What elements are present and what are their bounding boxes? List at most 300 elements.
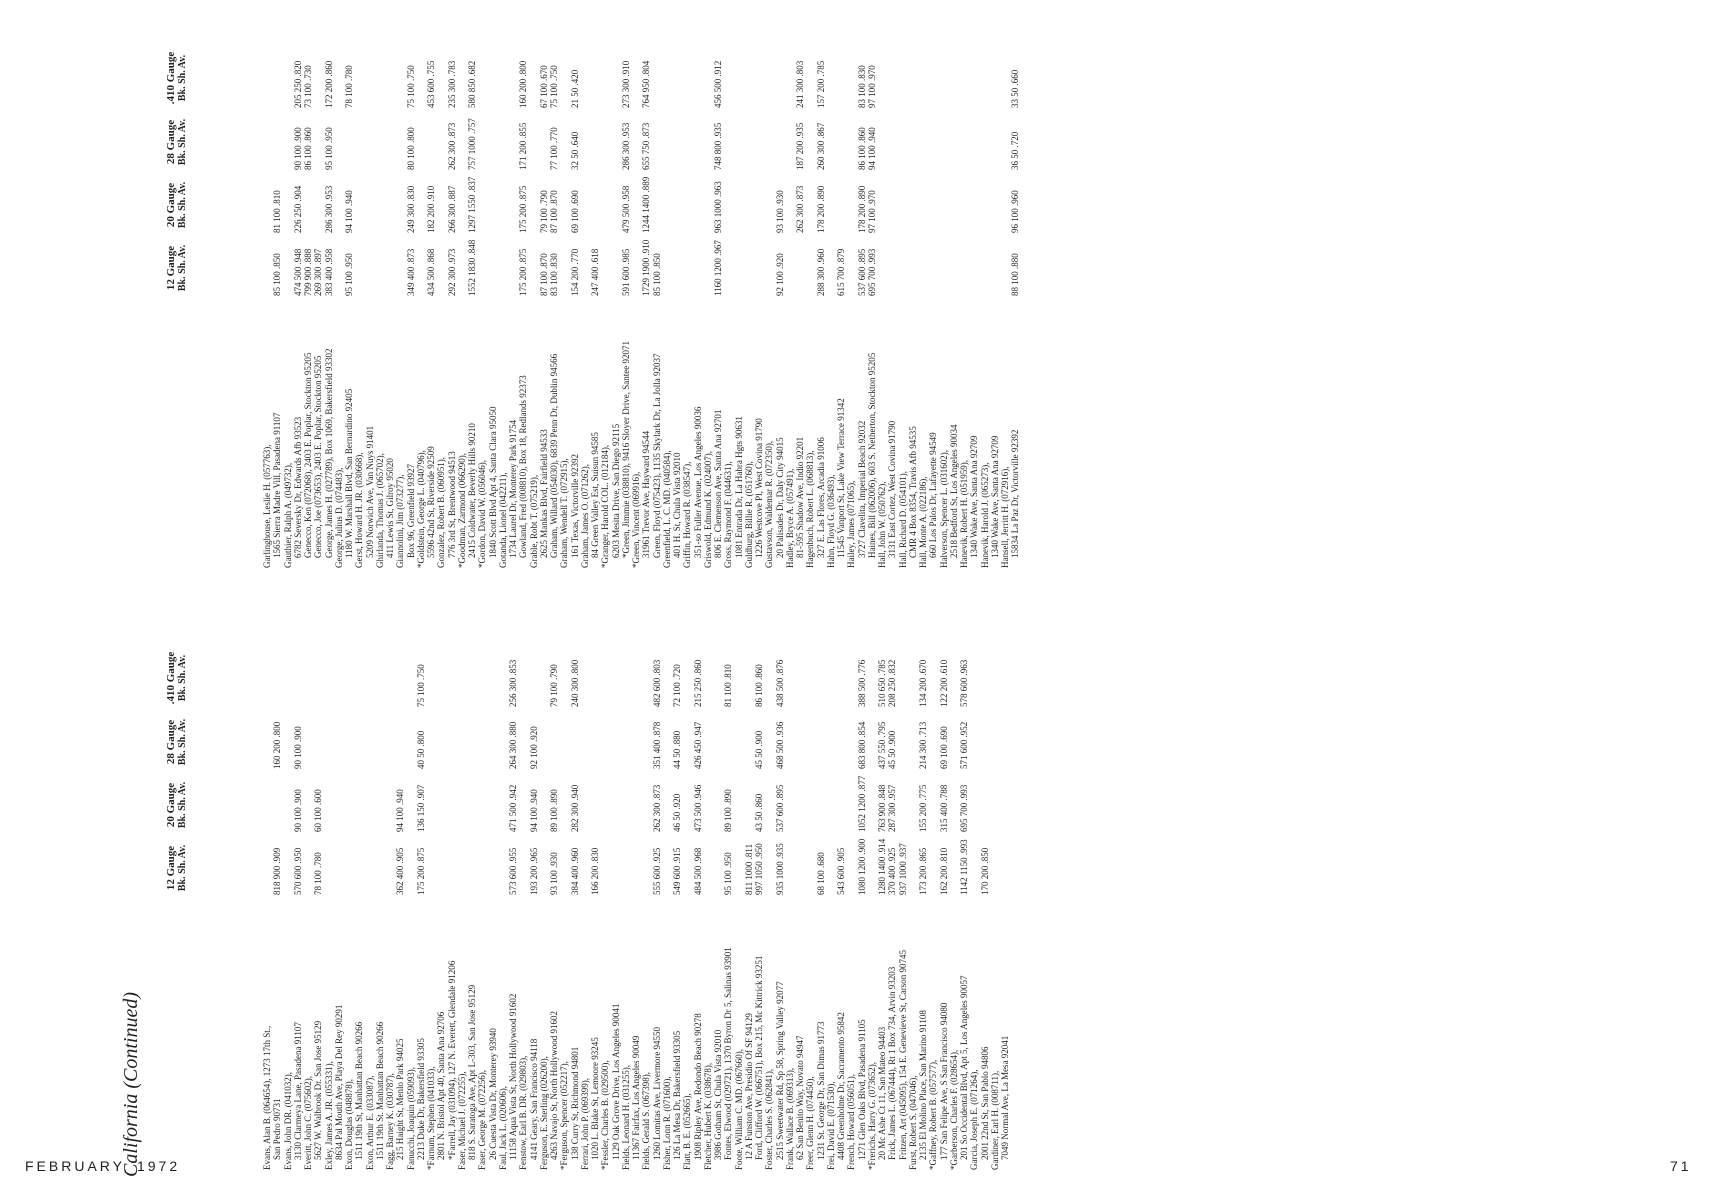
entry-name: 138 Curry St, Richmond 94801 — [569, 1046, 580, 1160]
entry-name: 1511 19th St, Manhattan Beach 90266 — [354, 1021, 365, 1160]
score-g20: 89 100 .890 — [549, 789, 559, 832]
table-row — [744, 0, 754, 568]
entry-name: 20 Palisades Dr, Daly City 94015 — [774, 437, 785, 558]
score-g20: 1297 1550 .837 — [467, 176, 477, 233]
entry-name: Hall, Richard D. (054101), — [897, 471, 908, 568]
entry-name: Fisher, Lonn R. (071600), — [661, 1076, 672, 1170]
score-g12: 997 1050 .950 — [754, 843, 764, 895]
entry-name: Griffin, Howard R. (038547), — [682, 461, 693, 568]
table-row — [303, 595, 313, 1170]
entry-name: 2625 Mankas Blvd, Fairfield 94533 — [538, 429, 549, 558]
header-410-label: .410 Gauge — [165, 651, 177, 705]
entry-name: 84 Green Valley Est, Suisun 94585 — [590, 432, 600, 558]
entry-name: Gowland, Fred (008810), Box 18, Redlands 92373 — [518, 375, 529, 558]
table-row — [631, 0, 641, 568]
score-g28: 351 400 .878 — [651, 721, 662, 769]
right-header-20 — [165, 175, 189, 235]
score-g410: 78 100 .780 — [344, 65, 354, 108]
table-row — [898, 0, 908, 568]
table-row — [457, 595, 467, 1170]
entry-name: Furst, Robert S. (047046), — [907, 1075, 918, 1170]
score-g28: 286 300 .953 — [620, 122, 631, 170]
entry-name: 1129 Oak Grove Drive, Los Angeles 90041 — [610, 1003, 621, 1160]
table-row — [395, 595, 405, 1170]
entry-name: Greenfield, L. C. MD. (040584), — [661, 450, 672, 568]
table-row — [334, 0, 344, 568]
table-row — [570, 0, 580, 568]
score-g28: 160 200 .800 — [272, 721, 283, 769]
table-row — [406, 0, 416, 568]
table-row — [344, 0, 354, 568]
entry-name: CMR 4 Box 8354, Travis Afb 94535 — [907, 426, 918, 558]
score-g410: 510 650 .785 — [877, 659, 887, 707]
table-row — [385, 595, 395, 1170]
entry-name: 1840 Scott Blvd Apt 4, Santa Clara 95050 — [487, 406, 498, 558]
entry-name: 1340 Wake Ave, Santa Ana 92709 — [989, 435, 1000, 558]
table-row — [447, 595, 457, 1170]
score-g12: 1142 1150 .993 — [959, 839, 969, 895]
score-g28: 92 100 .920 — [528, 726, 539, 769]
score-g12: 95 100 .950 — [723, 852, 734, 895]
entry-name: Fanucchi, Joaquin (059093), — [405, 1067, 416, 1170]
entry-name: Faser, George M. (072256), — [477, 1070, 488, 1170]
entry-name: Evans, John DR. (041032), — [282, 1072, 293, 1170]
table-row — [611, 0, 621, 568]
entry-name: 411 Lewis St, Gilroy 95020 — [385, 458, 395, 558]
score-g20: 94 100 .940 — [395, 789, 406, 832]
header-sub-label: Bk. Sh. Av. — [177, 54, 188, 102]
score-g410: 97 100 .970 — [866, 65, 877, 108]
header-sub-label: Bk. Sh. Av. — [177, 844, 188, 892]
score-g20: 43 50 .860 — [754, 793, 764, 832]
score-g12: 370 400 .925 — [887, 847, 898, 895]
entry-name: 11367 Fairfax, Los Angeles 90049 — [631, 1035, 641, 1160]
table-row — [334, 595, 344, 1170]
score-g12: 695 700 .993 — [866, 248, 877, 296]
table-row — [918, 595, 928, 1170]
table-row — [365, 0, 375, 568]
entry-name: 1226 Westcove Pl, West Covina 91790 — [754, 418, 764, 558]
score-g12: 1080 1200 .900 — [856, 838, 867, 895]
entry-name: Gustavson, Waldemar R. (072350), — [764, 440, 775, 568]
entry-name: Exon, Arthur E. (033087), — [364, 1075, 375, 1170]
entry-name: 6203 Mesita Drive, San Diego 92115 — [610, 423, 621, 558]
score-g20: 81 100 .810 — [272, 190, 283, 233]
score-g410: 160 200 .800 — [518, 60, 529, 108]
table-row — [949, 595, 959, 1170]
entry-name: Foote, William C. MD. (067660), — [733, 1049, 744, 1170]
entry-name: *Gaffney, Robert B. (057577), — [928, 1059, 939, 1170]
score-g20: 262 300 .873 — [795, 185, 805, 233]
table-row — [518, 595, 528, 1170]
score-g12: 88 100 .880 — [1010, 253, 1021, 296]
table-row — [898, 595, 908, 1170]
entry-name: Ford, Clifford W. (066751), Box 215, Mc Kittrick 93251 — [754, 955, 764, 1160]
table-row — [354, 0, 364, 568]
entry-name: Hadley, Bryce A. (057491), — [784, 468, 795, 568]
entry-name: French, Howard (056051), — [846, 1074, 857, 1170]
score-g28: 171 200 .855 — [518, 122, 529, 170]
score-g410: 122 200 .610 — [938, 659, 949, 707]
score-g20: 249 300 .830 — [405, 185, 416, 233]
table-row — [703, 595, 713, 1170]
score-g28: 187 200 .935 — [795, 122, 805, 170]
header-28-label: 28 Gauge — [165, 119, 177, 165]
table-row — [723, 595, 733, 1170]
entry-name: 327 E. Las Flores, Arcadia 91006 — [815, 437, 826, 558]
table-row — [785, 595, 795, 1170]
score-g12: 434 500 .868 — [426, 248, 436, 296]
score-g12: 811 1000 .811 — [743, 843, 754, 895]
entry-name: Exon, Douglas (048878), — [344, 1079, 354, 1170]
score-g20: 89 100 .890 — [723, 789, 734, 832]
score-g12: 1552 1830 .848 — [467, 239, 477, 296]
entry-name: 2518 Bedford St, Los Angeles 90034 — [948, 424, 959, 558]
entry-name: Grable, Robt T. (075219), — [528, 474, 539, 568]
score-g20: 96 100 .960 — [1010, 190, 1021, 233]
table-row — [744, 595, 754, 1170]
table-row — [580, 595, 590, 1170]
score-g28: 683 800 .854 — [856, 721, 867, 769]
entry-name: Flatt, B. E. (052665), — [682, 1093, 693, 1170]
entry-name: Hagenbuch, Robert L. (068813), — [805, 450, 816, 568]
entry-name: Garcia, Joseph E. (071264), — [969, 1069, 980, 1170]
score-g20: 136 150 .907 — [415, 784, 426, 832]
table-row — [775, 595, 785, 1170]
entry-name: George, Julius D. (074483), — [333, 467, 344, 568]
table-row — [826, 0, 836, 568]
score-g20: 178 200 .890 — [815, 185, 826, 233]
table-row — [426, 595, 436, 1170]
entry-name: 20 Mc Ashe Ct 11, San Mateo 94403 — [877, 1026, 887, 1160]
table-row — [857, 595, 867, 1170]
score-g12: 549 600 .915 — [672, 847, 682, 895]
score-g20: 763 900 .848 — [877, 784, 887, 832]
right-entries — [262, 0, 1021, 568]
entry-name: 1081 Entrada Dr, La Habra Hgts 90631 — [733, 416, 744, 558]
entry-name: Fritzen, Art (045095), 154 E. Genevieve St, Carson 90745 — [897, 950, 908, 1160]
table-row — [262, 0, 272, 568]
score-g12: 292 300 .973 — [446, 248, 457, 296]
entry-name: 8634 Pal Mouth Ave, Playa Del Rey 90291 — [333, 1004, 344, 1160]
score-g28: 264 300 .880 — [508, 721, 518, 769]
score-g28: 45 50 .900 — [887, 730, 898, 769]
entry-name: 177 San Felipe Ave, S San Francisco 94080 — [938, 1002, 949, 1160]
entry-name: Giannolini, Jim (073277), — [395, 474, 406, 568]
table-row — [467, 0, 477, 568]
table-row — [416, 0, 426, 568]
table-row — [805, 595, 815, 1170]
entry-name: 161 Texas, Victorville 92392 — [569, 454, 580, 558]
score-g28: 95 100 .950 — [323, 127, 334, 170]
entry-name: Hall, Monte A. (022186), — [918, 476, 928, 568]
table-row — [477, 0, 487, 568]
score-g12: 162 200 .810 — [938, 847, 949, 895]
entry-name: *Gordon, David W. (056046), — [477, 460, 488, 568]
score-g12: 1280 1400 .914 — [877, 838, 887, 895]
table-row — [877, 0, 887, 568]
score-g20: 1052 1200 .877 — [856, 775, 867, 832]
entry-name: 818 S. Saratoga Ave, Apt L-303, San Jose 95129 — [467, 984, 477, 1160]
table-row — [928, 595, 938, 1170]
score-g20: 282 300 .940 — [569, 784, 580, 832]
entry-name: 7049 Normal Ave, La Mesa 92041 — [1000, 1035, 1010, 1160]
entry-name: *Ferguson, Spencer (052217), — [559, 1061, 570, 1170]
table-row — [959, 0, 969, 568]
table-row — [508, 0, 518, 568]
score-g28: 262 300 .873 — [446, 122, 457, 170]
table-row — [1000, 595, 1010, 1170]
table-row — [887, 595, 897, 1170]
score-g20: 97 100 .970 — [866, 190, 877, 233]
table-row — [713, 0, 723, 568]
score-g410: 83 100 .830 — [856, 65, 867, 108]
table-row — [703, 0, 713, 568]
entry-name: 215 Haight St, Menlo Park 94025 — [395, 1038, 406, 1160]
score-g12: 173 200 .865 — [918, 847, 928, 895]
issue-date: FEBRUARY, 1972 — [25, 1158, 181, 1174]
table-row — [816, 595, 826, 1170]
entry-name: 4263 Navajo St, North Hollywood 91602 — [549, 1011, 559, 1160]
entry-name: 31961 Trevor Ave, Hayward 94544 — [641, 430, 652, 558]
score-g28: 80 100 .800 — [405, 127, 416, 170]
entry-name: Faul, Jack L. (020606), — [497, 1086, 508, 1170]
table-row — [293, 0, 303, 568]
table-row — [734, 0, 744, 568]
table-row — [867, 595, 877, 1170]
score-g20: 262 300 .873 — [651, 784, 662, 832]
entry-name: Hanevik, Robert H. (051959), — [959, 460, 969, 568]
entry-name: 5596 42nd St, Riverside 92509 — [426, 446, 436, 558]
score-g410: 75 100 .750 — [415, 664, 426, 707]
table-row — [549, 0, 559, 568]
score-g28: 571 600 .952 — [959, 721, 969, 769]
entry-name: 5627 W. Walbrook Dr. San Jose 95129 — [313, 1020, 324, 1160]
table-row — [857, 0, 867, 568]
table-row — [508, 595, 518, 1170]
score-g12: 570 600 .950 — [292, 847, 303, 895]
table-row — [600, 0, 610, 568]
entry-name: *Goldstein, George L. (040796), — [415, 450, 426, 568]
score-g20: 473 500 .946 — [692, 784, 703, 832]
entry-name: Graham, Wendell T. (072915), — [559, 458, 570, 568]
entry-name: Green, Floyd (075423), 1135 Skylark Dr, La Jolla 92037 — [651, 353, 662, 558]
score-g410: 81 100 .810 — [723, 664, 734, 707]
entry-name: 1020 L. Blake St, Lemoore 93245 — [590, 1037, 600, 1160]
entry-name: 660 Los Palos Dr, Lafayette 94549 — [928, 432, 939, 558]
table-row — [652, 0, 662, 568]
table-row — [672, 595, 682, 1170]
table-row — [324, 595, 334, 1170]
score-g28: 468 500 .936 — [774, 721, 785, 769]
entry-name: 62 San Benito Way, Novato 94947 — [795, 1035, 805, 1160]
table-row — [467, 595, 477, 1170]
score-g410: 75 100 .750 — [405, 65, 416, 108]
entry-name: Gauthier, Ralph A. (049732), — [282, 462, 293, 568]
table-row — [816, 0, 826, 568]
table-row — [313, 0, 323, 568]
score-g410: 241 300 .803 — [795, 60, 805, 108]
entry-name: Fontes, Elwood (029721), 1370 Byron Dr 5, Salinas 93901 — [723, 947, 734, 1160]
score-g12: 1729 1900 .910 — [641, 239, 652, 296]
table-row — [436, 595, 446, 1170]
score-g410: 388 500 .776 — [856, 659, 867, 707]
entry-name: *Farrell, Jay (031094), 127 N. Everett, Glendale 91206 — [446, 960, 457, 1160]
score-g20: 286 300 .953 — [323, 185, 334, 233]
header-sub-label: Bk. Sh. Av. — [177, 718, 188, 766]
score-g12: 484 500 .968 — [692, 847, 703, 895]
table-row — [652, 595, 662, 1170]
table-row — [354, 595, 364, 1170]
score-g410: 240 300 .800 — [569, 659, 580, 707]
entry-name: Faser, Michael J. (072255), — [456, 1071, 467, 1170]
table-row — [1010, 0, 1020, 568]
score-g12: 92 100 .920 — [774, 253, 785, 296]
table-row — [969, 0, 979, 568]
score-g12: 85 100 .850 — [272, 253, 283, 296]
score-g12: 175 200 .875 — [415, 847, 426, 895]
entry-name: *Green, Vincent (069916), — [631, 471, 641, 568]
table-row — [990, 0, 1000, 568]
score-g410: 86 100 .860 — [754, 664, 764, 707]
right-header-410 — [165, 46, 189, 110]
table-row — [590, 0, 600, 568]
entry-name: George, James H. (027789), Box 1069, Bakersfield 93302 — [323, 348, 334, 558]
entry-name: 126 La Mesa Dr, Bakersfield 93305 — [672, 1030, 682, 1160]
entry-name: 2415 Coldwater, Beverly Hills 90210 — [467, 423, 477, 558]
score-g12: 799 900 .888 — [303, 248, 313, 296]
entry-name: Fagg, Barney K. (030787), — [385, 1073, 395, 1170]
table-row — [713, 595, 723, 1170]
page-number: 71 — [1670, 1158, 1692, 1174]
score-g12: 87 100 .870 — [538, 253, 549, 296]
score-g28: 90 100 .900 — [292, 127, 303, 170]
score-g28: 69 100 .690 — [938, 726, 949, 769]
table-row — [682, 595, 692, 1170]
score-g12: 383 400 .958 — [323, 248, 334, 296]
table-row — [518, 0, 528, 568]
entry-name: 776 3rd St, Brentwood 94513 — [446, 451, 457, 558]
score-g20: 60 100 .600 — [313, 789, 324, 832]
table-row — [488, 0, 498, 568]
entry-name: 1734 Laurel Dr, Monterey Park 91754 — [508, 419, 518, 558]
entry-name: Evans, Alan B. (064654), 1273 17th St., — [262, 1025, 272, 1170]
score-g28: 40 50 .800 — [415, 730, 426, 769]
entry-name: 1260 Lomitas Ave, Livermore 94550 — [651, 1026, 662, 1160]
score-g410: 235 300 .783 — [446, 60, 457, 108]
score-g20: 537 600 .895 — [774, 784, 785, 832]
table-row — [426, 0, 436, 568]
table-row — [477, 595, 487, 1170]
table-row — [262, 595, 272, 1170]
score-g28: 86 100 .860 — [856, 127, 867, 170]
entry-name: *Frerichs, Harry G. (073652), — [866, 1062, 877, 1170]
score-g28: 32 50 .640 — [569, 131, 580, 170]
table-row — [969, 595, 979, 1170]
score-g12: 95 100 .950 — [344, 253, 354, 296]
score-g410: 215 250 .860 — [692, 659, 703, 707]
entry-name: Gonzalez, Robert B. (060951), — [436, 457, 447, 568]
table-row — [375, 0, 385, 568]
score-g12: 537 600 .895 — [856, 248, 867, 296]
entry-name: Gerst, Howard H. JR. (030668), — [354, 452, 365, 568]
table-row — [990, 595, 1000, 1170]
score-g20: 963 1000 .963 — [713, 181, 723, 233]
table-row — [980, 0, 990, 568]
table-row — [980, 595, 990, 1170]
table-row — [846, 0, 856, 568]
score-g12: 349 400 .873 — [405, 248, 416, 296]
table-row — [457, 0, 467, 568]
entry-name: 2515 Sweetwater Rd, Sp 58, Spring Valley 92077 — [774, 981, 785, 1160]
table-row — [344, 595, 354, 1170]
table-row — [805, 0, 815, 568]
score-g12: 83 100 .830 — [549, 253, 559, 296]
entry-name: Gross, Raymond F. (044631), — [723, 461, 734, 568]
right-header-12 — [165, 238, 189, 298]
table-row — [436, 0, 446, 568]
score-g410: 21 50 .420 — [569, 69, 580, 108]
table-row — [570, 595, 580, 1170]
score-g12: 362 400 .905 — [395, 847, 406, 895]
table-row — [764, 595, 774, 1170]
score-g28: 36 50 .720 — [1010, 131, 1021, 170]
entry-name: Guldburg, Billie R. (051760), — [743, 461, 754, 568]
table-row — [939, 595, 949, 1170]
table-row — [662, 0, 672, 568]
entry-name: 806 E. Clemenson Ave, Santa Ana 92701 — [713, 409, 723, 558]
entry-name: Frei, David E. (071530), — [825, 1081, 836, 1170]
entry-name: 11158 Aqua Vista St, North Hollywood 91602 — [508, 993, 518, 1160]
entry-name: 81-595 Shadow Ave, Indio 92201 — [795, 436, 805, 558]
score-g12: 193 200 .965 — [528, 847, 539, 895]
entry-name: 1908 Ripley Ave, Redondo Beach 90278 — [692, 1013, 703, 1160]
score-g410: 75 100 .750 — [549, 65, 559, 108]
entry-name: 3727 Clavelita, Imperial Beach 92032 — [856, 420, 867, 558]
score-g12: 474 500 .948 — [292, 248, 303, 296]
score-g410: 438 500 .876 — [774, 659, 785, 707]
entry-name: 15834 La Paz Dr, Victorville 92392 — [1010, 429, 1021, 558]
entry-name: 11545 Vanport St, Lake View Terrace 91342 — [836, 398, 846, 558]
table-row — [734, 595, 744, 1170]
table-row — [795, 0, 805, 568]
table-row — [887, 0, 897, 568]
table-row — [272, 0, 282, 568]
table-row — [867, 0, 877, 568]
score-g20: 226 250 .904 — [292, 185, 303, 233]
score-g20: 90 100 .900 — [292, 789, 303, 832]
entry-name: Gotanda, Lionel (042211), — [497, 472, 508, 568]
entry-name: 1340 Wake Ave, Santa Ana 92709 — [969, 435, 980, 558]
header-sub-label: Bk. Sh. Av. — [177, 118, 188, 166]
score-g410: 33 50 .660 — [1010, 69, 1021, 108]
table-row — [836, 595, 846, 1170]
entry-name: Hansell, Jerritt H. (072916), — [1000, 466, 1010, 568]
table-row — [785, 0, 795, 568]
score-g410: 73 100 .730 — [303, 65, 313, 108]
table-row — [283, 0, 293, 568]
score-g410: 580 850 .682 — [467, 60, 477, 108]
header-410-label: .410 Gauge — [165, 51, 177, 105]
left-header-12 — [165, 838, 189, 898]
table-row — [498, 595, 508, 1170]
score-g12: 818 900 .909 — [272, 847, 283, 895]
score-g12: 384 400 .960 — [569, 847, 580, 895]
entry-name: Garlinghouse, Leslie H. (057763), — [262, 444, 272, 568]
entry-name: 2213 Duke Dr, Bakersfield 93305 — [415, 1038, 426, 1160]
entry-name: 26 Cuesta Vista Dr, Monterey 93940 — [487, 1028, 498, 1160]
entry-name: Frick, James L. (067444), Rt 1 Box 734, Arvin 93203 — [887, 966, 898, 1160]
